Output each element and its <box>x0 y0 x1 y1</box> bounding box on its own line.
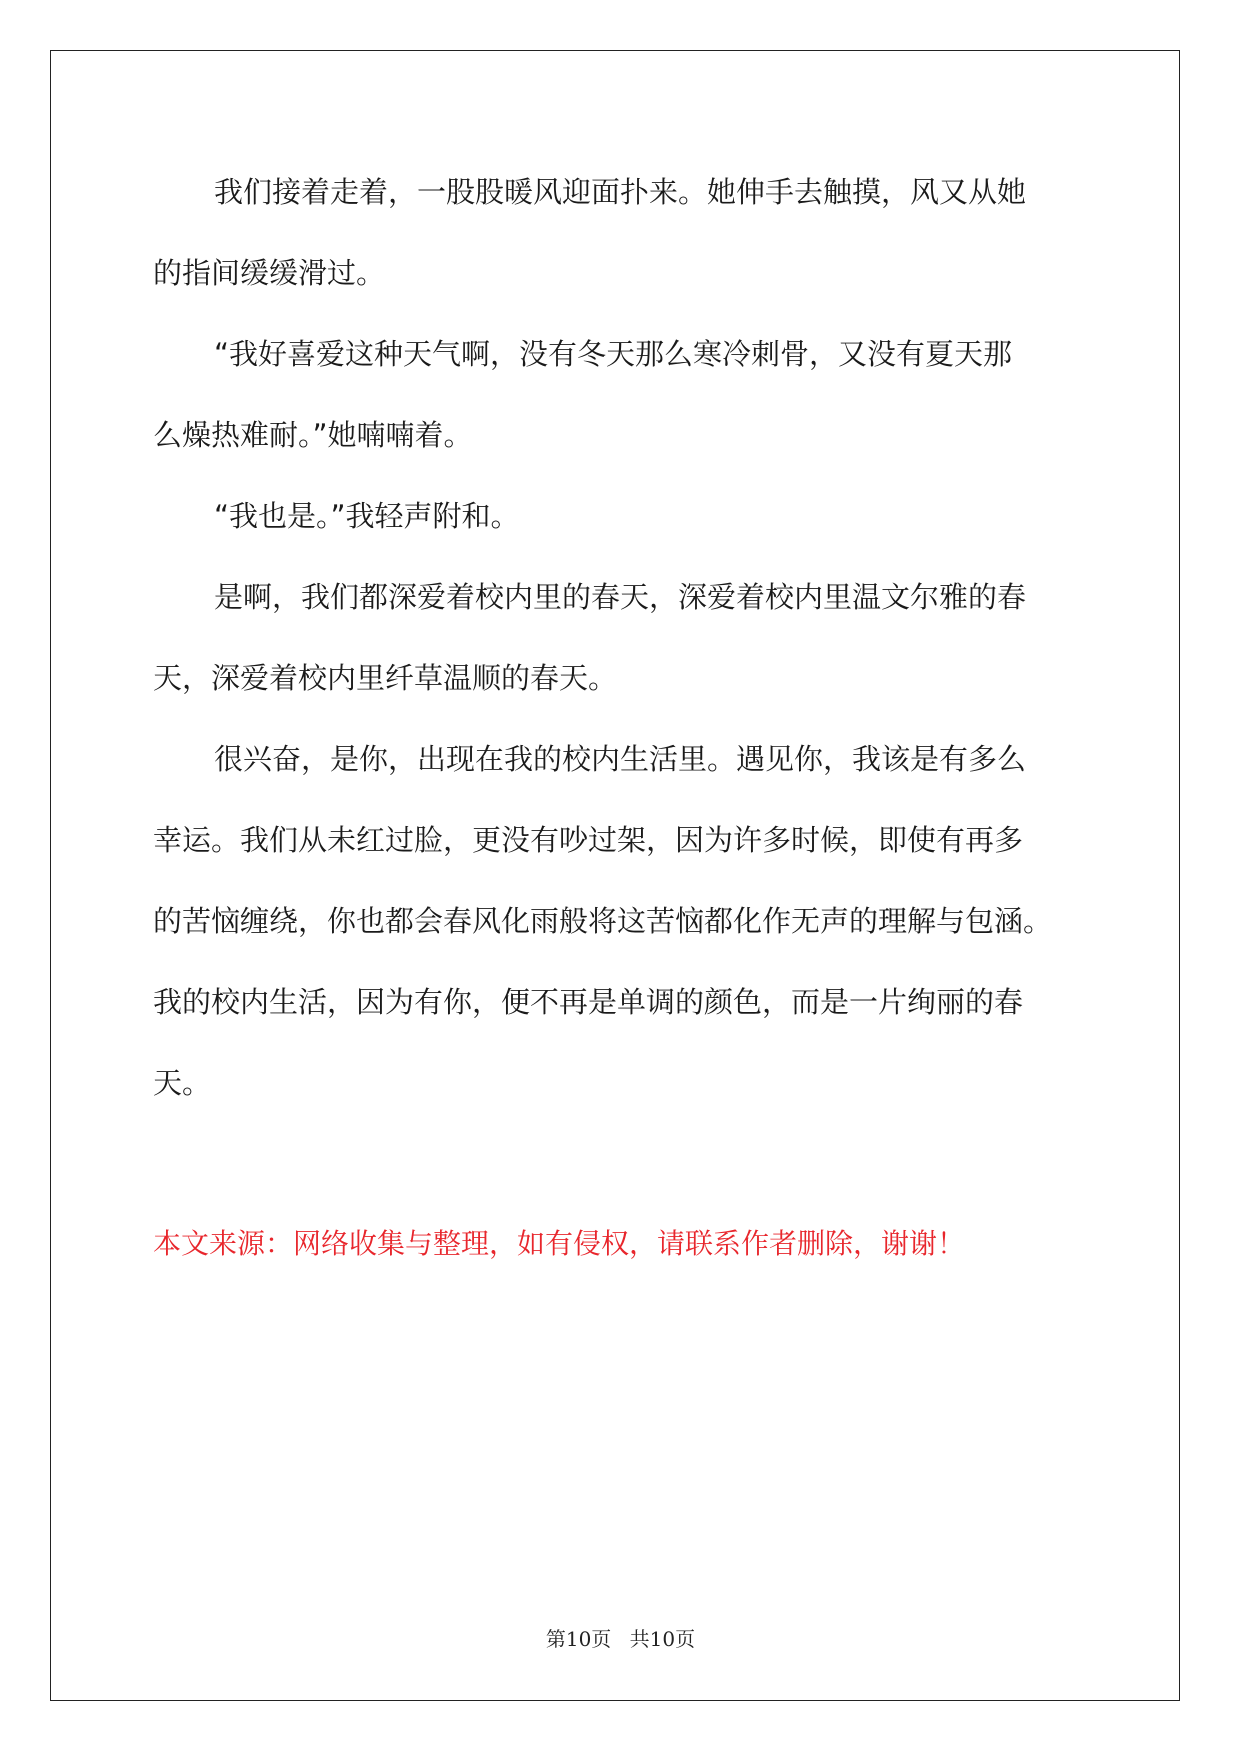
body-line: 很兴奋，是你，出现在我的校内生活里。遇见你，我该是有多么 <box>214 742 1027 776</box>
body-line: 的指间缓缓滑过。 <box>153 256 386 290</box>
page-border <box>50 50 1180 1701</box>
source-note: 本文来源：网络收集与整理，如有侵权，请联系作者删除，谢谢！ <box>153 1227 966 1260</box>
body-line: 的苦恼缠绕，你也都会春风化雨般将这苦恼都化作无声的理解与包涵。 <box>153 904 1053 938</box>
body-line: 么燥热难耐。”她喃喃着。 <box>153 418 473 452</box>
body-line: 天。 <box>153 1066 212 1100</box>
body-line: 我们接着走着，一股股暖风迎面扑来。她伸手去触摸，风又从她 <box>214 175 1027 209</box>
body-line: 天，深爱着校内里纤草温顺的春天。 <box>153 661 618 695</box>
body-line: 我的校内生活，因为有你，便不再是单调的颜色，而是一片绚丽的春 <box>153 985 1024 1019</box>
body-line: “我也是。”我轻声附和。 <box>214 499 520 533</box>
body-line: “我好喜爱这种天气啊，没有冬天那么寒冷刺骨，又没有夏天那 <box>214 337 1013 371</box>
body-line: 是啊，我们都深爱着校内里的春天，深爱着校内里温文尔雅的春 <box>214 580 1027 614</box>
page-total: 共10页 <box>629 1627 696 1651</box>
page-footer <box>0 1623 1241 1652</box>
page-number: 第10页 <box>545 1627 612 1651</box>
body-line: 幸运。我们从未红过脸，更没有吵过架，因为许多时候，即使有再多 <box>153 823 1024 857</box>
